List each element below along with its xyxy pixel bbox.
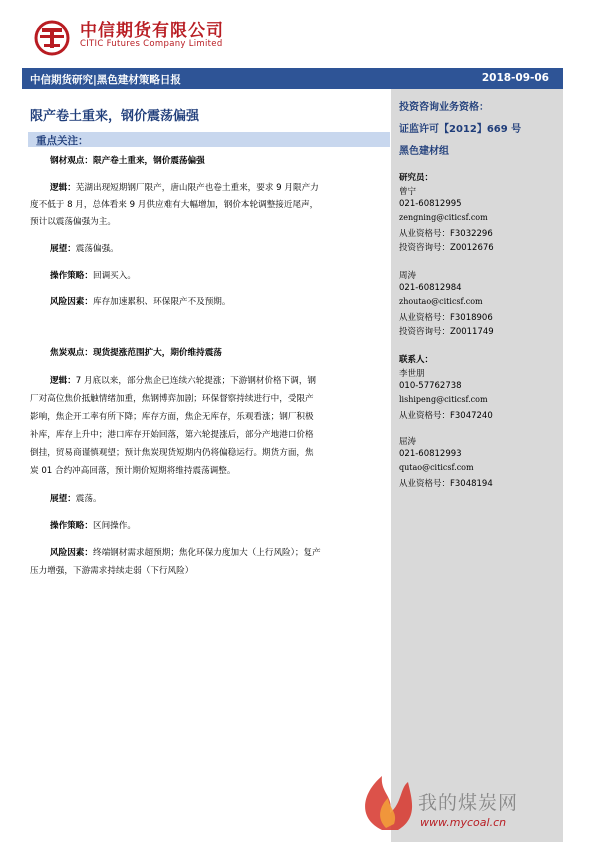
steel-logic-line: 预计以震荡偏强为主。 [30, 217, 116, 227]
coke-logic-line: 倒挂，贸易商谨慎观望；预计焦炭现货短期内仍将偏稳运行。期货方面，焦 [30, 448, 314, 458]
researchers-label: 研究员： [399, 173, 434, 183]
coke-logic-line: 补库，库存上升中；港口库存开始回落，第六轮提涨后，部分产地港口价格 [30, 430, 314, 440]
researcher-invest-no: 投资咨询号：Z0012676 [399, 243, 494, 253]
steel-outlook-text: 震荡偏强。 [75, 244, 119, 254]
coke-risk [50, 545, 380, 562]
report-series-bar [22, 68, 563, 89]
contact-phone: 021-60812993 [399, 449, 462, 459]
coke-risk-line: 压力增强，下游需求持续走弱（下行风险） [30, 566, 194, 576]
researcher-phone: 021-60812984 [399, 283, 462, 293]
report-date: 2018-09-06 [481, 72, 549, 84]
steel-view [50, 153, 380, 170]
contact-email[interactable]: qutao@citicsf.com [399, 463, 474, 472]
researcher-practice-no: 从业资格号：F3018906 [399, 313, 493, 323]
coke-logic [50, 373, 380, 390]
steel-logic-line: 度不低于 8 月，总体看来 9 月供应难有大幅增加，钢价本轮调整接近尾声， [30, 200, 319, 210]
coke-view [50, 345, 380, 362]
license-number: 证监许可【2012】669 号 [399, 124, 522, 135]
coke-logic-label: 逻辑： [50, 376, 76, 386]
coke-strategy-label: 操作策略： [50, 521, 93, 531]
coke-strategy-text: 区间操作。 [92, 521, 136, 531]
steel-logic-label: 逻辑： [50, 183, 76, 193]
steel-outlook [50, 241, 380, 258]
focus-section-bar [28, 132, 390, 147]
coke-strategy [50, 518, 380, 535]
steel-logic-line: 芜湖出现短期钢厂限产，唐山限产也卷土重来，要求 9 月限产力 [75, 183, 319, 193]
page-header [0, 0, 595, 66]
researcher-email[interactable]: zhoutao@citicsf.com [399, 297, 483, 306]
steel-strategy-label: 操作策略： [50, 271, 93, 281]
coke-logic-line: 厂对高位焦价抵触情绪加重，焦钢博弈加剧；环保督察持续进行中，受限产 [30, 394, 314, 404]
coke-view-label: 焦炭观点： [50, 348, 93, 358]
steel-risk-label: 风险因素： [50, 297, 93, 307]
contact-practice-no: 从业资格号：F3048194 [399, 479, 493, 489]
coke-view-text: 现货提涨范围扩大，期价维持震荡 [92, 348, 222, 358]
researcher-invest-no: 投资咨询号：Z0011749 [399, 327, 494, 337]
coke-outlook [50, 491, 380, 508]
steel-risk-text: 库存加速累积、环保限产不及预期。 [92, 297, 231, 307]
company-name-en: CITIC Futures Company Limited [80, 39, 223, 49]
coke-logic-line: 7 月底以来，部分焦企已连续六轮提涨；下游钢材价格下调，钢 [75, 376, 317, 386]
watermark-url[interactable]: www.mycoal.cn [420, 816, 507, 829]
group-name: 黑色建材组 [399, 146, 449, 157]
qualification-title: 投资咨询业务资格： [399, 102, 489, 113]
contact-email[interactable]: lishipeng@citicsf.com [399, 395, 488, 404]
report-series: 中信期货研究|黑色建材策略日报 [30, 74, 181, 86]
steel-strategy-text: 回调买入。 [92, 271, 136, 281]
watermark-text: 我的煤炭网 [418, 792, 519, 814]
steel-outlook-label: 展望： [50, 244, 76, 254]
coke-risk-label: 风险因素： [50, 548, 93, 558]
company-name-cn: 中信期货有限公司 [80, 21, 224, 41]
researcher-email[interactable]: zengning@citicsf.com [399, 213, 488, 222]
steel-view-text: 限产卷土重来，钢价震荡偏强 [92, 156, 205, 166]
coke-logic-line: 炭 01 合约冲高回落，预计期价短期将维持震荡调整。 [30, 466, 236, 476]
contact-practice-no: 从业资格号：F3047240 [399, 411, 493, 421]
researcher-phone: 021-60812995 [399, 199, 462, 209]
focus-label: 重点关注： [36, 135, 89, 147]
contact-name: 屈涛 [399, 437, 417, 447]
report-title: 限产卷土重来，钢价震荡偏强 [30, 109, 200, 124]
coke-outlook-text: 震荡。 [75, 494, 102, 504]
steel-strategy [50, 268, 380, 285]
contact-phone: 010-57762738 [399, 381, 462, 391]
researcher-name: 曾宁 [399, 187, 417, 197]
contact-name: 李世朋 [399, 369, 425, 379]
steel-view-label: 钢材观点： [50, 156, 93, 166]
coke-risk-line: 终端钢材需求超预期；焦化环保力度加大（上行风险）；复产 [92, 548, 321, 558]
researcher-practice-no: 从业资格号：F3032296 [399, 229, 493, 239]
contacts-label: 联系人： [399, 355, 434, 365]
researcher-name: 周涛 [399, 271, 417, 281]
citic-logo-icon [32, 20, 74, 56]
coke-outlook-label: 展望： [50, 494, 76, 504]
steel-logic [50, 180, 380, 197]
steel-risk [50, 294, 380, 311]
coke-logic-line: 影响，焦企开工率有所下降；库存方面，焦企无库存，乐观看涨；钢厂积极 [30, 412, 314, 422]
analyst-sidebar [391, 89, 563, 842]
